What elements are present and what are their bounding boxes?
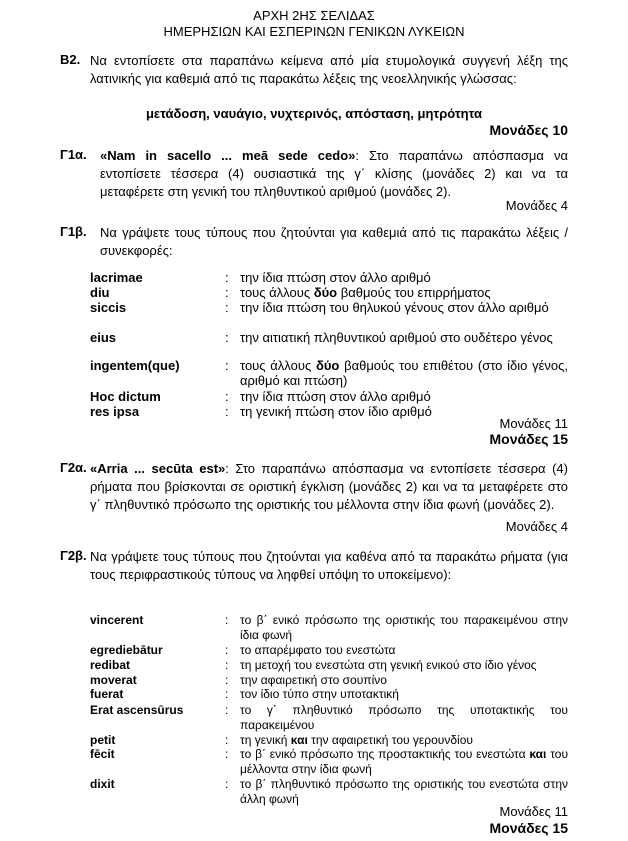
question-g1a-marks: Μονάδες 4 bbox=[505, 198, 568, 213]
question-g1b-text: Να γράψετε τους τύπους που ζητούνται για καθεμιά από τις παρακάτω λέξεις / συνεκφορές: bbox=[100, 225, 568, 258]
question-g1a-body: : Στο παραπάνω απόσπασμα να εντοπίσετε τέσσερα (4) ουσιαστικά της γ΄ κλίσης (μονάδες 2) και να τα μεταφέρετε στη γενική του πληθυντικού αριθμού (μονάδες 2). bbox=[100, 148, 569, 199]
g2b-item-description bbox=[240, 777, 568, 807]
question-b2-text: Να εντοπίσετε στα παραπάνω κείμενα από μία ετυμολογικά συγγενή λέξη της λατινικής για καθεμιά από τις παρακάτω λέξεις της νεοελληνικής γλώσσας: bbox=[90, 53, 568, 86]
g2b-item-colon: : bbox=[225, 673, 229, 687]
g2b-item-description bbox=[240, 658, 568, 673]
g2b-item-description bbox=[240, 687, 568, 702]
description-text: το β΄ ενικό πρόσωπο της προστακτικής του ενεστώτα bbox=[240, 747, 530, 761]
question-g1b-total: Μονάδες 15 bbox=[489, 431, 568, 447]
question-g2a-label: Γ2α. bbox=[60, 460, 87, 475]
description-emphasis: και bbox=[529, 747, 547, 761]
g1b-item-word: lacrimae bbox=[90, 270, 143, 285]
g1b-item-word: Hoc dictum bbox=[90, 389, 161, 404]
description-emphasis: και bbox=[290, 733, 308, 747]
g2b-item-word: fēcit bbox=[90, 747, 115, 761]
description-text: την ίδια πτώση στον άλλο αριθμό bbox=[240, 270, 431, 285]
question-g2b-text: Να γράψετε τους τύπους που ζητούνται για καθένα από τα παρακάτω ρήματα (για τους περιφραστικούς τύπους να ληφθεί υπόψη το υποκείμενο): bbox=[90, 549, 568, 582]
g1b-item-colon: : bbox=[225, 285, 229, 300]
g1b-item-colon: : bbox=[225, 358, 229, 373]
g2b-item-colon: : bbox=[225, 643, 229, 657]
question-g1a-quote: «Nam in sacello ... meā sede cedo» bbox=[100, 148, 356, 163]
question-b2-label: Β2. bbox=[60, 52, 81, 67]
g1b-item-colon: : bbox=[225, 404, 229, 419]
description-text: την ίδια πτώση του θηλυκού γένους στον άλλο αριθμό bbox=[240, 300, 549, 315]
g1b-item-word: siccis bbox=[90, 300, 127, 315]
g2b-item-description bbox=[240, 747, 568, 777]
question-b2-words: μετάδοση, ναυάγιο, νυχτερινός, απόσταση, μητρότητα bbox=[145, 106, 483, 121]
g2b-item-description bbox=[240, 673, 568, 688]
g2b-item-colon: : bbox=[225, 658, 229, 672]
description-text: τους άλλους bbox=[240, 285, 314, 300]
g1b-item-colon: : bbox=[225, 389, 229, 404]
g2b-item-word: moverat bbox=[90, 673, 137, 687]
page-header-line2: ΗΜΕΡΗΣΙΩΝ ΚΑΙ ΕΣΠΕΡΙΝΩΝ ΓΕΝΙΚΩΝ ΛΥΚΕΙΩΝ bbox=[163, 24, 465, 39]
description-text: την αφαιρετική στο σουπίνο bbox=[240, 673, 387, 687]
description-emphasis: δύο bbox=[315, 358, 340, 373]
question-g1b-label: Γ1β. bbox=[60, 224, 87, 239]
g2b-item-word: fuerat bbox=[90, 687, 124, 701]
g1b-item-description bbox=[240, 270, 568, 285]
description-text: την αφαιρετική του γερουνδίου bbox=[307, 733, 473, 747]
g2b-item-word: dixit bbox=[90, 777, 115, 791]
question-g2a-marks: Μονάδες 4 bbox=[505, 519, 568, 534]
question-b2-marks: Μονάδες 10 bbox=[489, 122, 568, 138]
description-text: τη γενική bbox=[240, 733, 291, 747]
g1b-item-word: diu bbox=[90, 285, 110, 300]
description-text: τους άλλους bbox=[240, 358, 316, 373]
question-g2a-body: : Στο παραπάνω απόσπασμα να εντοπίσετε τέσσερα (4) ρήματα που βρίσκονται σε οριστική έγκλιση (μονάδες 2) και να τα μεταφέρετε στο γ΄ πληθυντικό πρόσωπο της οριστικής του μέλλοντα στην ίδια φωνή (μονάδες 2). bbox=[90, 461, 568, 512]
g2b-item-colon: : bbox=[225, 777, 229, 791]
question-g1a-label: Γ1α. bbox=[60, 147, 87, 162]
question-g1b-marks: Μονάδες 11 bbox=[499, 416, 568, 431]
g2b-item-word: egrediebātur bbox=[90, 643, 163, 657]
question-g2b-marks: Μονάδες 11 bbox=[499, 804, 568, 819]
g1b-item-description bbox=[240, 330, 568, 345]
question-g2b-total: Μονάδες 15 bbox=[489, 820, 568, 836]
g2b-item-description bbox=[240, 733, 568, 748]
question-g2a-quote: «Arria ... secūta est» bbox=[90, 461, 226, 476]
g2b-item-description bbox=[240, 643, 568, 658]
g1b-item-description bbox=[240, 300, 568, 315]
question-g2b-label: Γ2β. bbox=[60, 548, 87, 563]
g2b-item-word: vincerent bbox=[90, 613, 144, 627]
g1b-item-description bbox=[240, 358, 568, 388]
g2b-item-colon: : bbox=[225, 613, 229, 627]
description-text: την αιτιατική πληθυντικού αριθμού στο ουδέτερο γένος bbox=[240, 330, 553, 345]
question-g2a-text bbox=[90, 460, 568, 514]
description-text: βαθμούς του επιθέτου (στο ίδιο γένος, αριθμό και πτώση) bbox=[240, 358, 569, 388]
description-text: το γ΄ πληθυντικό πρόσωπο της υποτακτικής του παρακειμένου bbox=[240, 703, 568, 732]
description-text: τη μετοχή του ενεστώτα στη γενική ενικού στο ίδιο γένος bbox=[240, 658, 537, 672]
g2b-item-colon: : bbox=[225, 747, 229, 761]
g1b-item-description bbox=[240, 389, 568, 404]
description-text: τον ίδιο τύπο στην υποτακτική bbox=[240, 687, 399, 701]
g1b-item-word: ingentem(que) bbox=[90, 358, 180, 373]
description-text: τη γενική πτώση στον ίδιο αριθμό bbox=[240, 404, 432, 419]
g1b-item-word: eius bbox=[90, 330, 117, 345]
g2b-item-colon: : bbox=[225, 687, 229, 701]
g2b-item-word: redibat bbox=[90, 658, 131, 672]
description-text: βαθμούς του επιρρήματος bbox=[337, 285, 491, 300]
description-text: του μέλλοντα στην ίδια φωνή bbox=[240, 747, 569, 776]
g1b-item-colon: : bbox=[225, 270, 229, 285]
description-text: το β΄ ενικό πρόσωπο της οριστικής του παρακειμένου στην ίδια φωνή bbox=[240, 613, 568, 642]
g2b-item-description bbox=[240, 703, 568, 733]
g1b-item-word: res ipsa bbox=[90, 404, 140, 419]
g1b-item-colon: : bbox=[225, 330, 229, 345]
g2b-item-colon: : bbox=[225, 703, 229, 717]
question-g1a-text bbox=[100, 147, 568, 201]
description-text: το απαρέμφατο του ενεστώτα bbox=[240, 643, 396, 657]
g1b-item-description bbox=[240, 285, 568, 300]
g1b-item-colon: : bbox=[225, 300, 229, 315]
page-header-line1: ΑΡΧΗ 2ΗΣ ΣΕΛΙΔΑΣ bbox=[253, 8, 375, 23]
g2b-item-word: petit bbox=[90, 733, 116, 747]
g2b-item-word: Erat ascensūrus bbox=[90, 703, 184, 717]
description-text: το β΄ πληθυντικό πρόσωπο της οριστικής του ενεστώτα στην άλλη φωνή bbox=[240, 777, 568, 806]
description-emphasis: δύο bbox=[313, 285, 338, 300]
description-text: την ίδια πτώση στον άλλο αριθμό bbox=[240, 389, 431, 404]
g2b-item-description bbox=[240, 613, 568, 643]
g2b-item-colon: : bbox=[225, 733, 229, 747]
